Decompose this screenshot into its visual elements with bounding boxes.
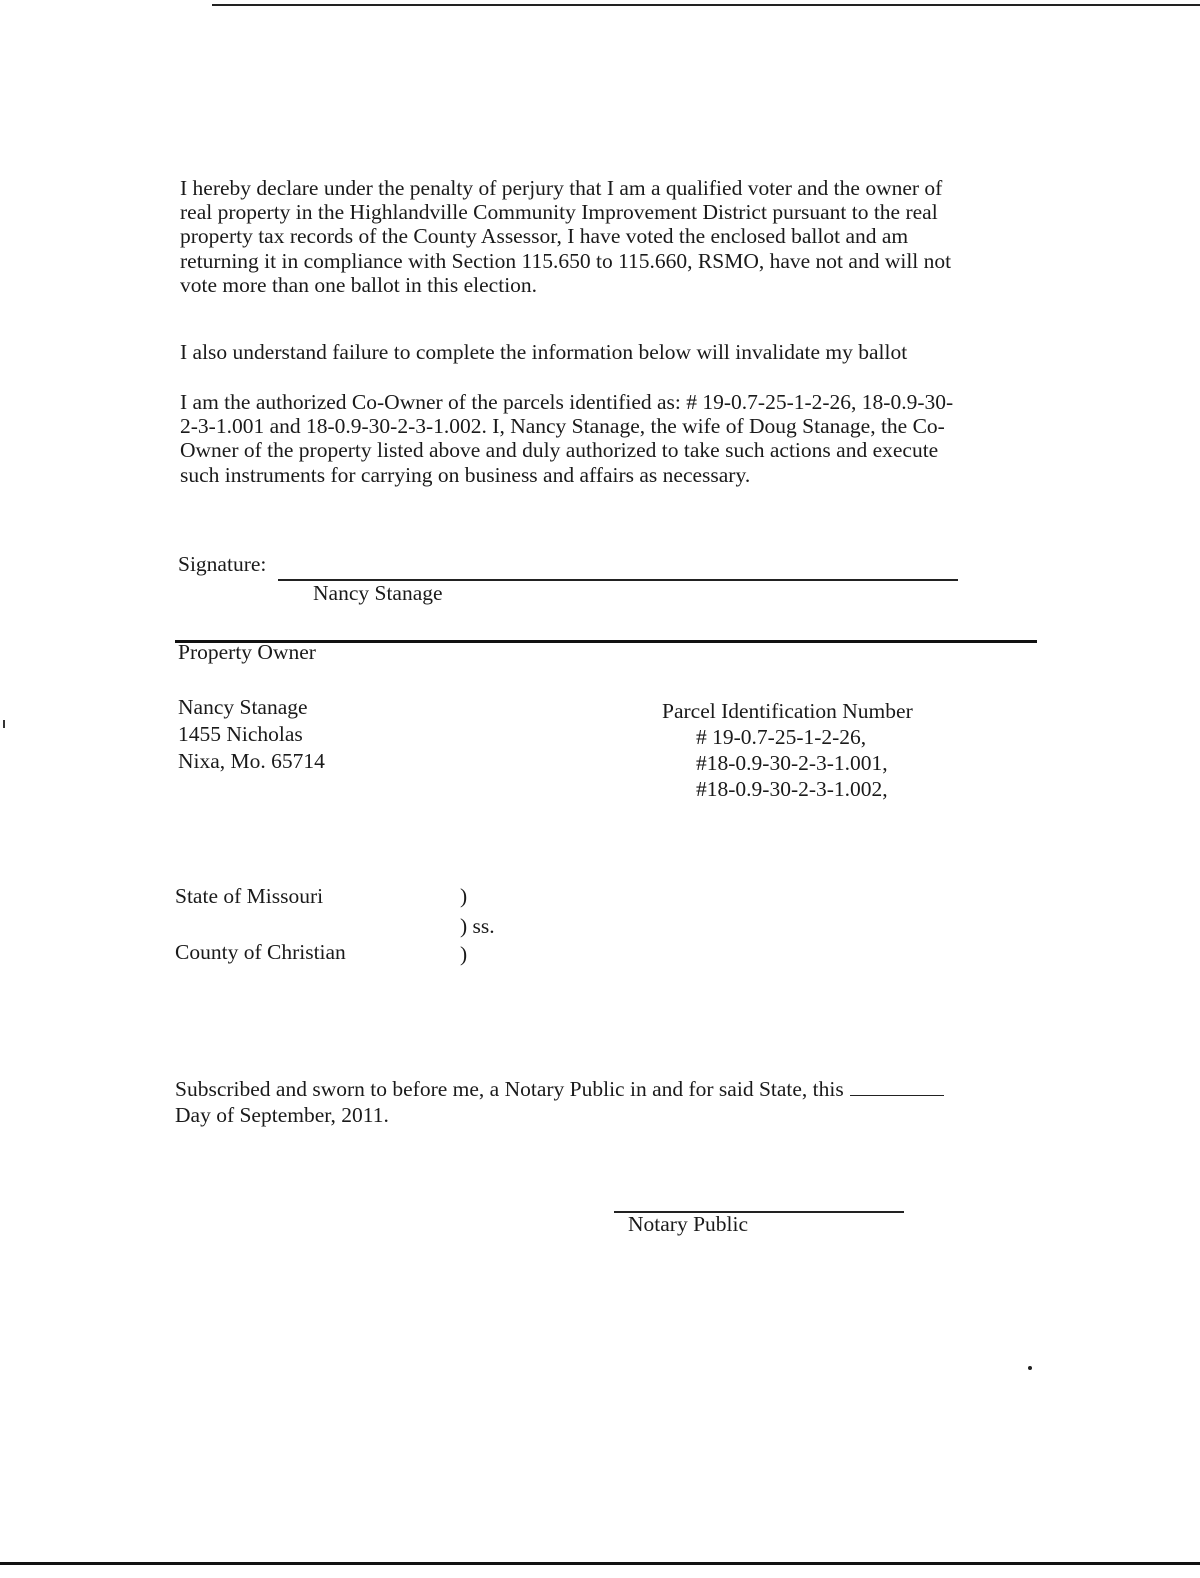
- coowner-line: I am the authorized Co-Owner of the parcels identified as: # 19-0.7-25-1-2-26, 18-0.9-30-: [180, 390, 954, 414]
- venue-bracket: ): [460, 884, 468, 908]
- coowner-line: Owner of the property listed above and duly authorized to take such actions and execute: [180, 438, 939, 463]
- declaration-line: property tax records of the County Assessor, I have voted the enclosed ballot and am: [180, 224, 909, 249]
- jurat-date-line: Day of September, 2011.: [175, 1103, 389, 1127]
- declaration-paragraph: [180, 176, 1050, 297]
- jurat-text: Subscribed and sworn to before me, a Notary Public in and for said State, this: [175, 1077, 844, 1101]
- signature-label: Signature:: [178, 552, 267, 576]
- coowner-paragraph: [180, 390, 1050, 487]
- signer-name: Nancy Stanage: [313, 581, 443, 605]
- parcel-number: # 19-0.7-25-1-2-26,: [696, 725, 867, 749]
- venue-ss-mark: ) ss.: [460, 914, 495, 938]
- parcel-number: #18-0.9-30-2-3-1.001,: [696, 751, 888, 775]
- parcel-heading: Parcel Identification Number: [662, 699, 913, 723]
- scan-edge-mark: [3, 720, 5, 728]
- venue-state: State of Missouri: [175, 884, 324, 908]
- property-owner-heading: Property Owner: [178, 640, 316, 664]
- owner-address-block: [178, 694, 325, 775]
- jurat-line: [175, 1076, 944, 1102]
- declaration-line: I hereby declare under the penalty of perjury that I am a qualified voter and the owner of: [180, 176, 943, 200]
- venue-county: County of Christian: [175, 940, 346, 964]
- scan-bottom-edge-line: [0, 1562, 1200, 1565]
- scan-speck: [1028, 1366, 1032, 1370]
- declaration-line: real property in the Highlandville Community Improvement District pursuant to the real: [180, 200, 938, 225]
- declaration-line: returning it in compliance with Section 115.650 to 115.660, RSMO, have not and will not: [180, 248, 952, 273]
- parcel-block: [662, 698, 913, 802]
- coowner-line: such instruments for carrying on business and affairs as necessary.: [180, 462, 751, 487]
- notary-jurat: [175, 1076, 944, 1128]
- invalidation-notice-text: I also understand failure to complete the information below will invalidate my ballot: [180, 340, 908, 364]
- notary-public-label: Notary Public: [628, 1212, 749, 1236]
- invalidation-notice: [180, 340, 1050, 364]
- scan-top-edge-line: [212, 4, 1200, 6]
- owner-street: 1455 Nicholas: [178, 722, 303, 746]
- coowner-line: 2-3-1.001 and 18-0.9-30-2-3-1.002. I, Nancy Stanage, the wife of Doug Stanage, the Co-: [180, 414, 945, 439]
- owner-name: Nancy Stanage: [178, 695, 308, 719]
- declaration-line: vote more than one ballot in this election.: [180, 272, 538, 297]
- day-blank-field[interactable]: [850, 1095, 944, 1096]
- owner-city: Nixa, Mo. 65714: [178, 749, 325, 773]
- venue-bracket: ): [460, 942, 468, 966]
- parcel-number: #18-0.9-30-2-3-1.002,: [696, 777, 888, 801]
